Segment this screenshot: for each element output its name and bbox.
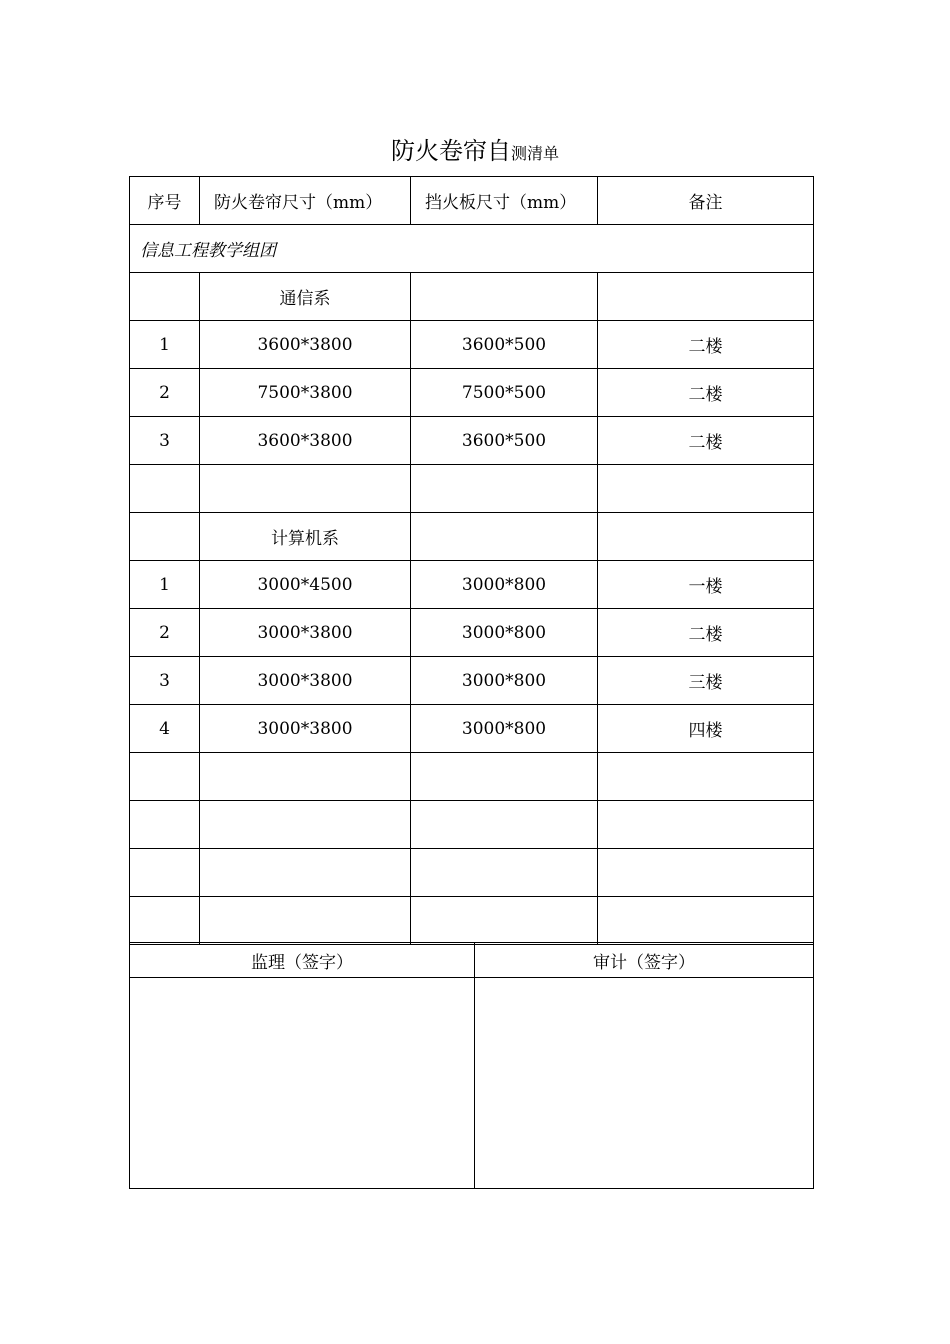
- signature-area-row: [130, 978, 814, 1189]
- group-row: [130, 225, 814, 273]
- curtain-size: 3000*3800: [200, 657, 411, 705]
- baffle-size: 3000*800: [411, 561, 598, 609]
- table-cell: [411, 897, 598, 945]
- title-main: 防火卷帘自: [390, 137, 511, 165]
- baffle-size: 7500*500: [411, 369, 598, 417]
- table-cell: [598, 273, 814, 321]
- curtain-size: 3000*3800: [200, 705, 411, 753]
- table-cell: [598, 801, 814, 849]
- title-sub: 测清单: [510, 144, 559, 163]
- remarks: 三楼: [598, 657, 814, 705]
- row-index: 2: [130, 369, 200, 417]
- table-row: [130, 321, 814, 369]
- baffle-size: 3600*500: [411, 417, 598, 465]
- empty-row: [130, 849, 814, 897]
- row-index: 3: [130, 417, 200, 465]
- remarks: 四楼: [598, 705, 814, 753]
- table-cell: [598, 849, 814, 897]
- remarks: 二楼: [598, 321, 814, 369]
- baffle-size: 3000*800: [411, 657, 598, 705]
- row-index: 2: [130, 609, 200, 657]
- baffle-size: 3000*800: [411, 609, 598, 657]
- table-cell: [200, 465, 411, 513]
- curtain-size: 3000*4500: [200, 561, 411, 609]
- row-index: 3: [130, 657, 200, 705]
- empty-row: [130, 753, 814, 801]
- table-cell: [130, 897, 200, 945]
- table-row: [130, 369, 814, 417]
- header-remarks: 备注: [598, 177, 814, 225]
- remarks: 二楼: [598, 417, 814, 465]
- table-cell: [411, 513, 598, 561]
- section-name: 通信系: [200, 273, 411, 321]
- curtain-size: 3600*3800: [200, 321, 411, 369]
- table-cell: [130, 273, 200, 321]
- table-cell: [130, 801, 200, 849]
- table-cell: [598, 897, 814, 945]
- table-row: [130, 657, 814, 705]
- audit-signature-area: [475, 978, 814, 1189]
- audit-label: 审计（签字）: [475, 943, 814, 978]
- table-row: [130, 705, 814, 753]
- supervisor-label: 监理（签字）: [130, 943, 475, 978]
- table-cell: [411, 273, 598, 321]
- table-cell: [598, 465, 814, 513]
- document-title: [0, 133, 950, 172]
- table-cell: [200, 897, 411, 945]
- baffle-size: 3600*500: [411, 321, 598, 369]
- table-cell: [200, 849, 411, 897]
- header-row: [130, 177, 814, 225]
- inspection-table: [129, 176, 814, 945]
- table-row: [130, 609, 814, 657]
- table-cell: [598, 513, 814, 561]
- section-row: [130, 513, 814, 561]
- table-cell: [411, 849, 598, 897]
- empty-row: [130, 465, 814, 513]
- remarks: 二楼: [598, 609, 814, 657]
- table-cell: [411, 801, 598, 849]
- curtain-size: 7500*3800: [200, 369, 411, 417]
- empty-row: [130, 801, 814, 849]
- table-cell: [130, 513, 200, 561]
- table-cell: [200, 753, 411, 801]
- table-row: [130, 561, 814, 609]
- table-cell: [200, 801, 411, 849]
- remarks: 一楼: [598, 561, 814, 609]
- supervisor-signature-area: [130, 978, 475, 1189]
- table-cell: [411, 465, 598, 513]
- row-index: 1: [130, 321, 200, 369]
- section-row: [130, 273, 814, 321]
- table-cell: [130, 849, 200, 897]
- table-cell: [598, 753, 814, 801]
- section-name: 计算机系: [200, 513, 411, 561]
- table-cell: [130, 465, 200, 513]
- table-row: [130, 417, 814, 465]
- signature-table: [129, 942, 814, 1189]
- row-index: 1: [130, 561, 200, 609]
- signature-header-row: [130, 943, 814, 978]
- table-cell: [411, 753, 598, 801]
- group-title: 信息工程教学组团: [130, 225, 814, 273]
- remarks: 二楼: [598, 369, 814, 417]
- curtain-size: 3000*3800: [200, 609, 411, 657]
- table-cell: [130, 753, 200, 801]
- baffle-size: 3000*800: [411, 705, 598, 753]
- header-index: 序号: [130, 177, 200, 225]
- header-baffle-size: 挡火板尺寸（mm）: [411, 177, 598, 225]
- empty-row: [130, 897, 814, 945]
- row-index: 4: [130, 705, 200, 753]
- header-curtain-size: 防火卷帘尺寸（mm）: [200, 177, 411, 225]
- curtain-size: 3600*3800: [200, 417, 411, 465]
